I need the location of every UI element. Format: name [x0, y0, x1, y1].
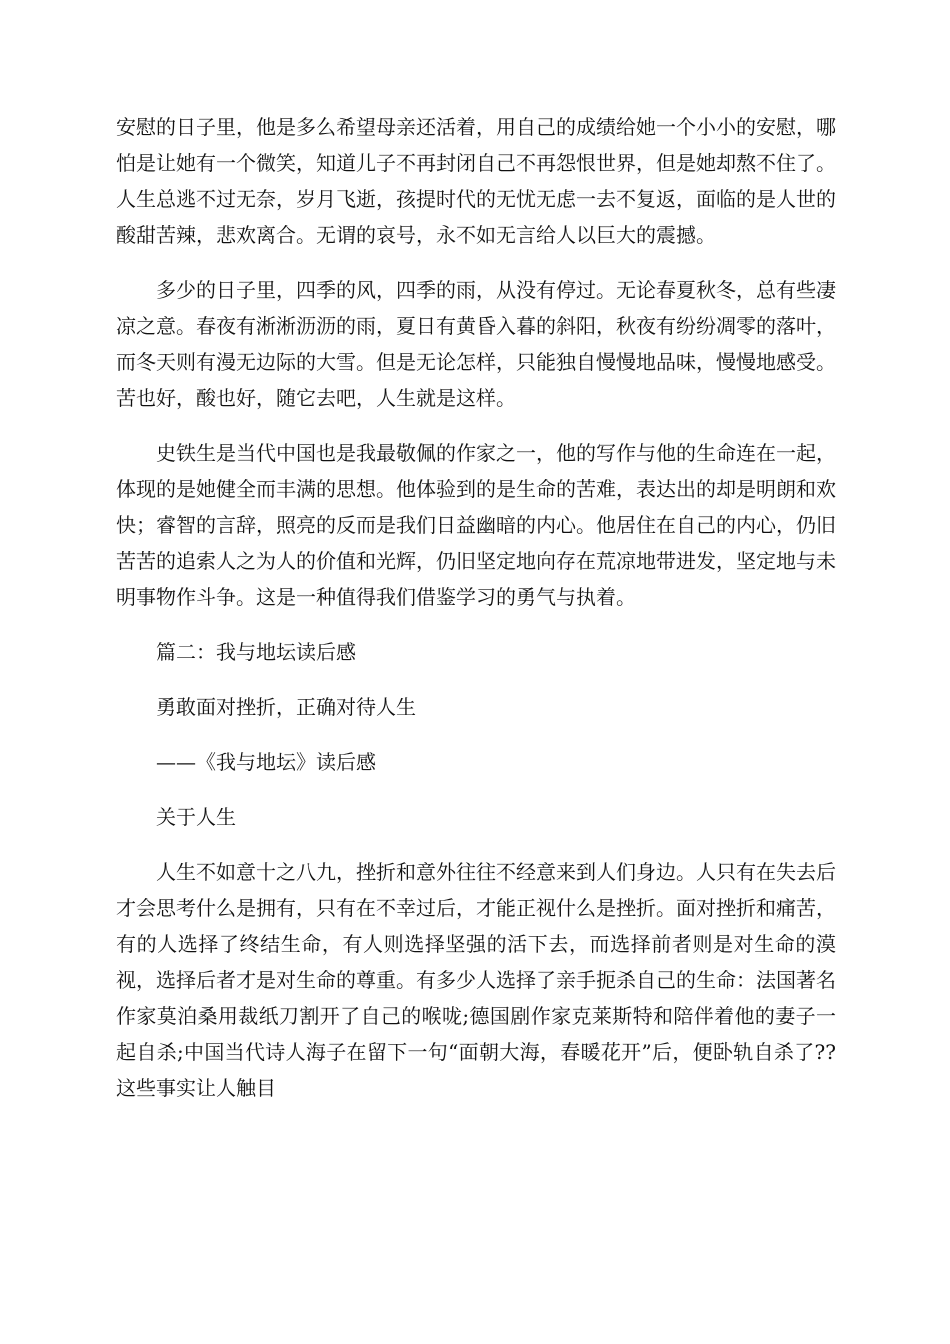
paragraph-shi-tiesheng: 史铁生是当代中国也是我最敬佩的作家之一，他的写作与他的生命连在一起，体现的是她健全而丰满的思想。他体验到的是生命的苦难，表达出的却是明朗和欢快；睿智的言辞，照亮的反而是我们日益幽暗的内心。他居住在自己的内心，仍旧苦苦的追索人之为人的价值和光辉，仍旧坚定地向存在荒凉地带进发，坚定地与未明事物作斗争。这是一种值得我们借鉴学习的勇气与执着。	[116, 441, 836, 609]
paragraph-about-life: 人生不如意十之八九，挫折和意外往往不经意来到人们身边。人只有在失去后才会思考什么是拥有，只有在不幸过后，才能正视什么是挫折。面对挫折和痛苦，有的人选择了终结生命，有人则选择坚强的活下去，而选择前者则是对生命的漠视，选择后者才是对生命的尊重。有多少人选择了亲手扼杀自己的生命：法国著名作家莫泊桑用裁纸刀割开了自己的喉咙;德国剧作家克莱斯特和陪伴着他的妻子一起自杀;中国当代诗人海子在留下一句“面朝大海，春暖花开”后，便卧轨自杀了??这些事实让人触目	[116, 860, 836, 1100]
paragraph-continued: 安慰的日子里，他是多么希望母亲还活着，用自己的成绩给她一个小小的安慰，哪怕是让她有一个微笑，知道儿子不再封闭自己不再怨恨世界，但是她却熬不住了。人生总逃不过无奈，岁月飞逝，孩提时代的无忧无虑一去不复返，面临的是人世的酸甜苦辣，悲欢离合。无谓的哀号，永不如无言给人以巨大的震撼。	[116, 115, 836, 247]
document-page	[116, 109, 836, 1106]
paragraph-seasons: 多少的日子里，四季的风，四季的雨，从没有停过。无论春夏秋冬，总有些凄凉之意。春夜有淅淅沥沥的雨，夏日有黄昏入暮的斜阳，秋夜有纷纷凋零的落叶，而冬天则有漫无边际的大雪。但是无论怎样，只能独自慢慢地品味，慢慢地感受。苦也好，酸也好，随它去吧，人生就是这样。	[116, 278, 836, 410]
section-heading: 篇二：我与地坛读后感	[156, 640, 356, 664]
subsection-heading: 关于人生	[156, 805, 236, 829]
essay-title: 勇敢面对挫折，正确对待人生	[156, 695, 416, 719]
essay-subtitle: ——《我与地坛》读后感	[156, 750, 376, 774]
